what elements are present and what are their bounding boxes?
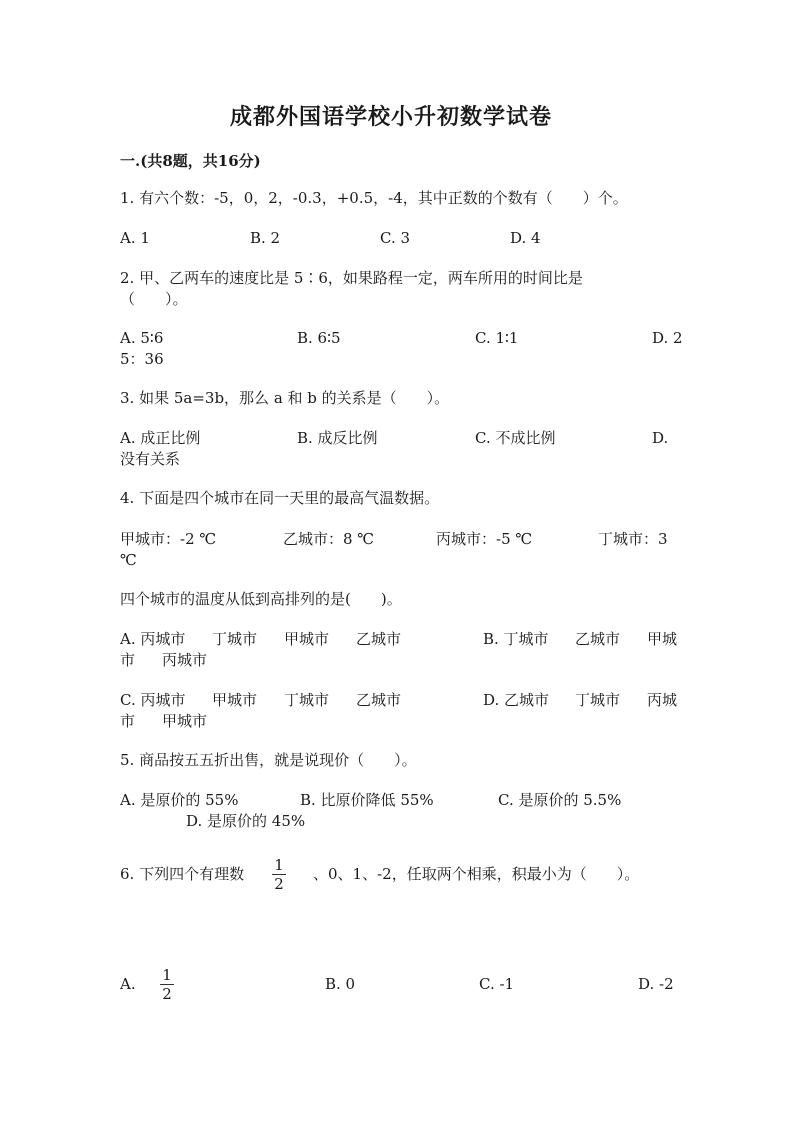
option-d: D. 4: [510, 229, 541, 247]
fraction-numerator: 1: [274, 856, 284, 874]
option-d: D. 2: [652, 329, 683, 347]
fraction-denominator: 2: [274, 875, 284, 893]
question-stem-line1: 2. 甲、乙两车的速度比是 5∶6，如果路程一定，两车所用的时间比是: [120, 269, 583, 287]
question-stem: 5. 商品按五五折出售，就是说现价（ ）。: [120, 751, 417, 769]
option-b: B. 成反比例: [297, 429, 378, 447]
option-a-item: 甲城市: [284, 630, 330, 648]
option-a-item: 乙城市: [356, 630, 402, 648]
option-b-item: 丙城市: [162, 651, 208, 669]
option-c: C. -1: [479, 975, 515, 993]
option-b: B. 0: [325, 975, 356, 993]
option-d: D.: [652, 429, 669, 447]
question-stem: 1. 有六个数：-5，0，2，-0.3，+0.5，-4，其中正数的个数有（ ）个。: [120, 189, 628, 207]
city-yi: 乙城市：8 ℃: [283, 530, 375, 548]
option-d: D. 是原价的 45%: [186, 812, 306, 830]
question-stem: 4. 下面是四个城市在同一天里的最高气温数据。: [120, 489, 440, 507]
option-b-item: 市: [120, 651, 136, 669]
option-d-item: 丁城市: [575, 691, 621, 709]
option-b-item: 甲城: [647, 630, 678, 648]
option-d-item: 甲城市: [162, 712, 208, 730]
fraction-denominator: 2: [162, 985, 172, 1003]
option-d-item: 丙城: [647, 691, 678, 709]
option-b: B. 6∶5: [297, 329, 341, 347]
option-d: D. -2: [638, 975, 674, 993]
option-a-item: A. 丙城市: [120, 630, 186, 648]
option-a: A. 成正比例: [120, 429, 201, 447]
option-b: B. 2: [250, 229, 281, 247]
option-c: C. 3: [380, 229, 411, 247]
option-c: C. 1∶1: [475, 329, 519, 347]
question-stem-line2: （ ）。: [120, 290, 188, 308]
option-d-continued: 5：36: [120, 350, 164, 368]
question-prompt: 四个城市的温度从低到高排列的是( )。: [120, 590, 402, 608]
fraction-one-half: [272, 857, 286, 892]
city-ding: 丁城市：3: [598, 530, 668, 548]
question-stem: 3. 如果 5a=3b，那么 a 和 b 的关系是（ ）。: [120, 389, 450, 407]
option-d-continued: 没有关系: [120, 450, 181, 468]
fraction-numerator: 1: [162, 966, 172, 984]
city-ding-unit: ℃: [120, 551, 137, 569]
option-d-item: 市: [120, 712, 136, 730]
option-c: C. 不成比例: [475, 429, 556, 447]
option-b-item: 乙城市: [575, 630, 621, 648]
option-c-item: C. 丙城市: [120, 691, 186, 709]
option-a: A. 是原价的 55%: [120, 791, 239, 809]
option-a: A. 1: [120, 229, 150, 247]
section-heading: 一.(共8题，共16分): [120, 152, 261, 170]
question-stem-prefix: 6. 下列四个有理数: [120, 865, 245, 883]
option-a-fraction: [160, 967, 174, 1002]
option-a-item: 丁城市: [212, 630, 258, 648]
option-c-item: 乙城市: [356, 691, 402, 709]
option-b: B. 比原价降低 55%: [300, 791, 434, 809]
city-bing: 丙城市：-5 ℃: [436, 530, 533, 548]
city-jia: 甲城市：-2 ℃: [120, 530, 217, 548]
option-d-item: D. 乙城市: [483, 691, 550, 709]
question-stem-suffix: 、0、1、-2，任取两个相乘，积最小为（ ）。: [313, 865, 640, 883]
option-a-label: A.: [120, 975, 136, 993]
option-c-item: 丁城市: [284, 691, 330, 709]
option-c-item: 甲城市: [212, 691, 258, 709]
option-b-item: B. 丁城市: [483, 630, 549, 648]
option-a: A. 5∶6: [120, 329, 164, 347]
exam-title: 成都外国语学校小升初数学试卷: [230, 104, 553, 130]
option-c: C. 是原价的 5.5%: [498, 791, 622, 809]
